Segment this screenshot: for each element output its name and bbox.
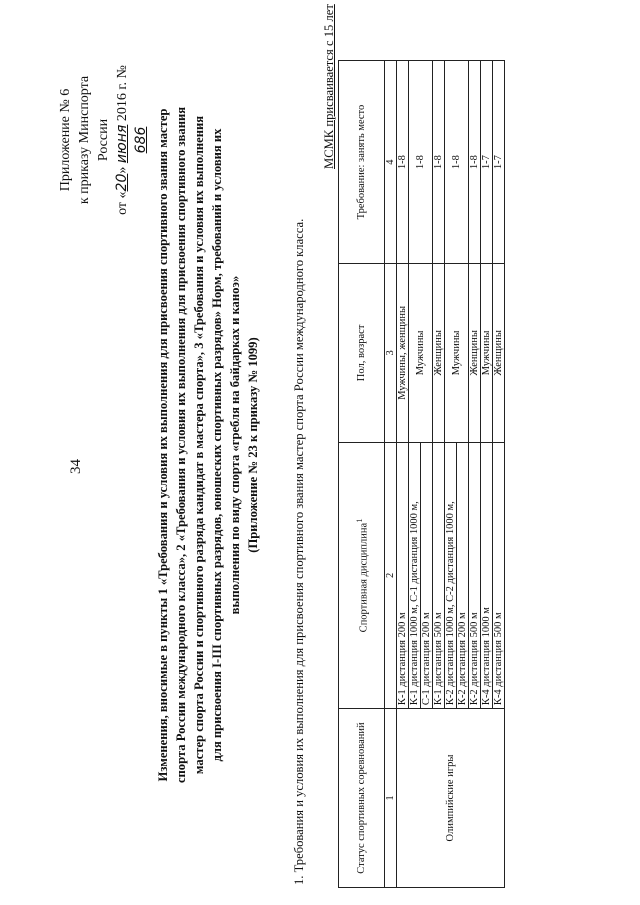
place-cell: 1-7 [493, 61, 505, 264]
gender-cell: Женщины [433, 264, 445, 443]
place-cell: 1-8 [469, 61, 481, 264]
discipline-cell: К-2 дистанция 500 м [469, 442, 481, 708]
discipline-cell: С-1 дистанция 200 м [421, 442, 433, 708]
appendix-date-line [113, 55, 151, 225]
place-cell: 1-8 [409, 61, 433, 264]
discipline-cell: К-1 дистанция 1000 м, С-1 дистанция 1000 м, [409, 442, 421, 708]
header-gender-age: Пол, возраст [339, 264, 385, 443]
heading-line-5: выполнения по виду спорта «гребля на байдарках и каноэ» [228, 275, 242, 615]
table-header-row [339, 61, 385, 888]
index-cell: 2 [385, 442, 397, 708]
header-status: Статус спортивных соревнований [339, 709, 385, 888]
document-heading [154, 65, 262, 825]
discipline-cell: К-4 дистанция 500 м [493, 442, 505, 708]
table-caption: МСМК присваивается с 15 лет [322, 4, 336, 169]
header-discipline [339, 442, 385, 708]
heading-line-2: спорта России международного класса», 2 «Требования и условия их выполнения для присвоения спортивного звания [174, 106, 188, 784]
gender-cell: Женщины [493, 264, 505, 443]
date-day: 20 [114, 173, 130, 192]
gender-cell: Мужчины [445, 264, 469, 443]
gender-cell: Мужчины [409, 264, 433, 443]
place-cell: 1-8 [397, 61, 409, 264]
gender-cell: Мужчины, женщины [397, 264, 409, 443]
discipline-cell: К-2 дистанция 1000 м, С-2 дистанция 1000 м, [445, 442, 457, 708]
index-cell: 3 [385, 264, 397, 443]
date-month: июня [114, 124, 130, 164]
header-place: Требование: занять место [339, 61, 385, 264]
discipline-cell: К-1 дистанция 200 м [397, 442, 409, 708]
table-row [397, 61, 409, 888]
header-discipline-label: Спортивная дисциплина [358, 522, 370, 633]
order-number: 686 [133, 126, 149, 154]
appendix-title: Приложение № 6 [58, 88, 73, 192]
place-cell: 1-8 [445, 61, 469, 264]
appendix-block [56, 55, 151, 225]
date-prefix: от « [115, 191, 130, 215]
gender-cell: Мужчины [481, 264, 493, 443]
discipline-cell: К-4 дистанция 1000 м [481, 442, 493, 708]
heading-line-4: для присвоения I-III спортивных разрядов, юношеских спортивных разрядов» Норм, требований и условия их [210, 128, 224, 762]
header-discipline-footnote: 1 [353, 518, 364, 523]
index-cell: 4 [385, 61, 397, 264]
place-cell: 1-7 [481, 61, 493, 264]
date-mid: » [115, 163, 130, 174]
gender-cell: Женщины [469, 264, 481, 443]
heading-line-1: Изменения, вносимые в пункты 1 «Требования и условия их выполнения для присвоения спортивного звания мастер [156, 108, 170, 782]
heading-line-3: мастер спорта России и спортивного разряда кандидат в мастера спорта», 3 «Требования и условия их выполнения [192, 115, 206, 775]
status-cell: Олимпийские игры [397, 709, 505, 888]
table-index-row [385, 61, 397, 888]
date-year: 2016 г. № [115, 65, 130, 125]
requirements-table [338, 60, 505, 888]
heading-line-6: (Приложение № 23 к приказу № 1099) [246, 337, 260, 553]
intro-paragraph: 1. Требования и условия их выполнения для присвоения спортивного звания мастер спорта России международного класса. [292, 218, 306, 885]
page-number: 34 [68, 459, 84, 474]
index-cell: 1 [385, 709, 397, 888]
place-cell: 1-8 [433, 61, 445, 264]
discipline-cell: К-2 дистанция 200 м [457, 442, 469, 708]
appendix-order-ref: к приказу Минспорта России [77, 75, 111, 205]
discipline-cell: К-1 дистанция 500 м [433, 442, 445, 708]
